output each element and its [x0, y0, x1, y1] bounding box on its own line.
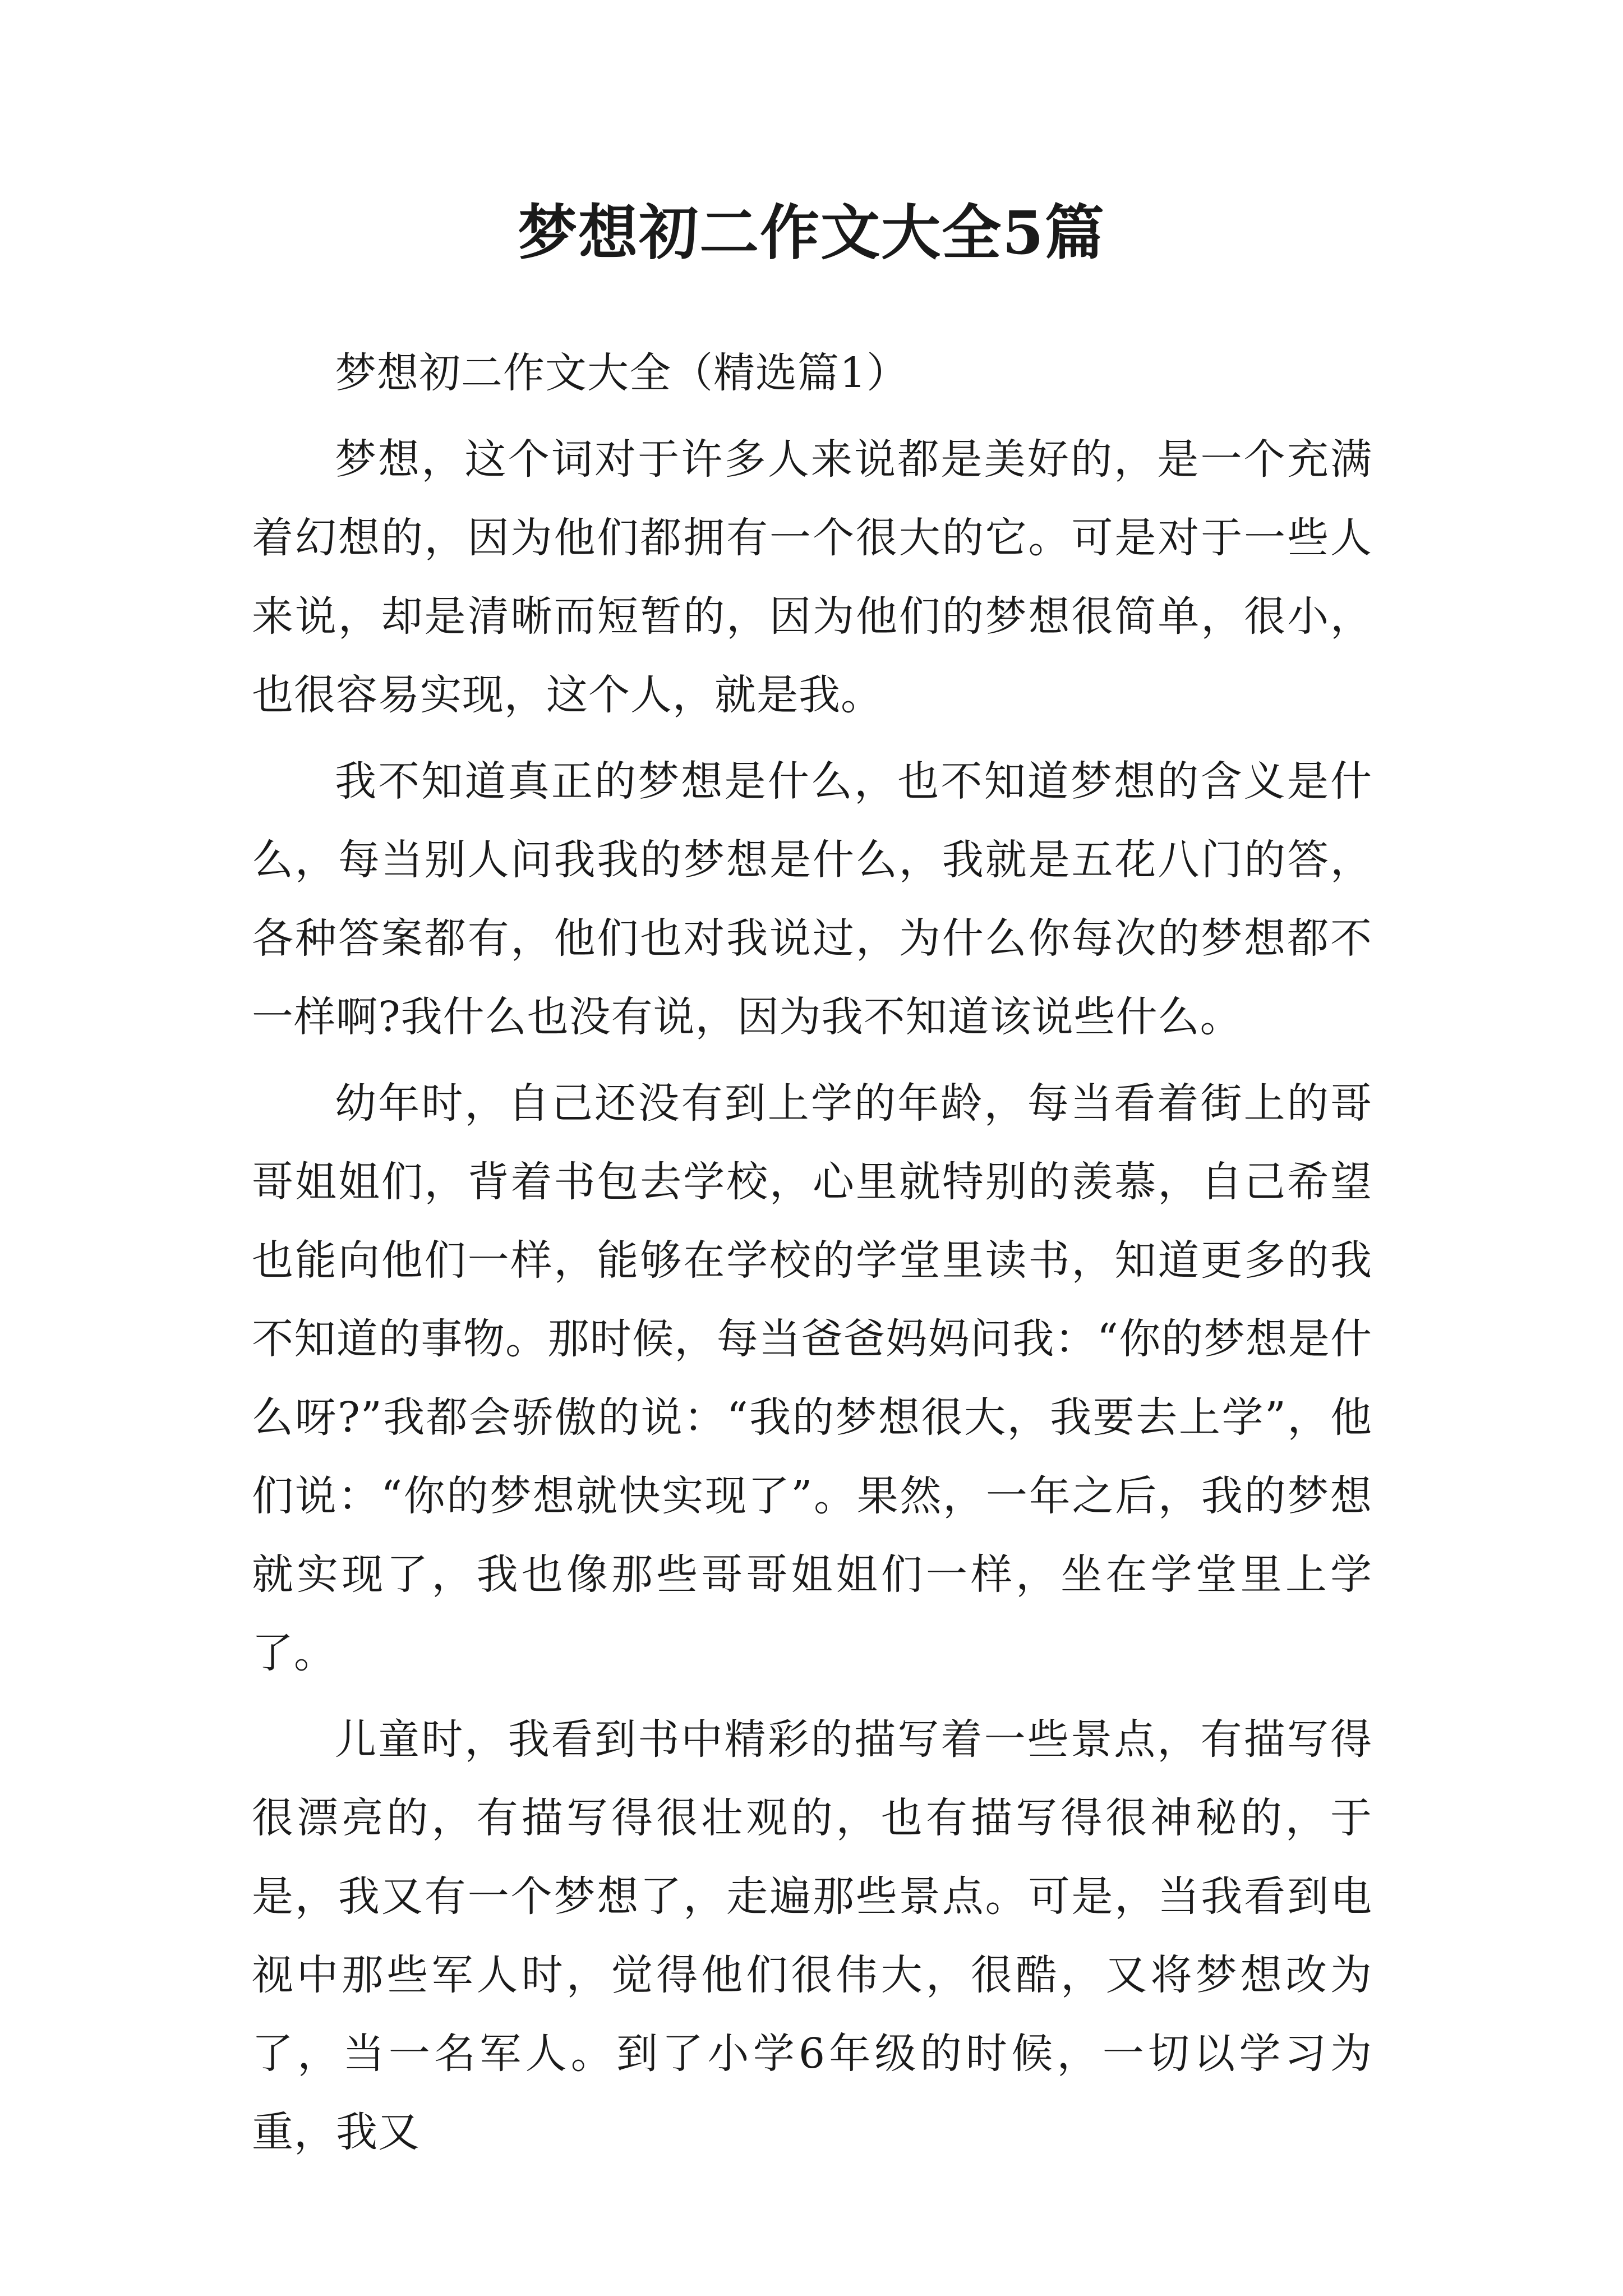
document-body	[252, 334, 1372, 2171]
section-heading: 梦想初二作文大全（精选篇1）	[335, 349, 909, 397]
document-title: 梦想初二作文大全5篇	[518, 197, 1105, 268]
paragraph-3: 幼年时，自己还没有到上学的年龄，每当看着街上的哥哥姐姐们，背着书包去学校，心里就特别的羡慕，自己希望也能向他们一样，能够在学校的学堂里读书，知道更多的我不知道的事物。那时候，每当爸爸妈妈问我：“你的梦想是什么呀?”我都会骄傲的说：“我的梦想很大，我要去上学”，他们说：“你的梦想就快实现了”。果然，一年之后，我的梦想就实现了，我也像那些哥哥姐姐们一样，坐在学堂里上学了。	[252, 1079, 1372, 1677]
paragraph-1: 梦想，这个词对于许多人来说都是美好的，是一个充满着幻想的，因为他们都拥有一个很大的它。可是对于一些人来说，却是清晰而短暂的，因为他们的梦想很简单，很小，也很容易实现，这个人，就是我。	[252, 435, 1372, 719]
paragraph-2: 我不知道真正的梦想是什么，也不知道梦想的含义是什么，每当别人问我我的梦想是什么，我就是五花八门的答，各种答案都有，他们也对我说过，为什么你每次的梦想都不一样啊?我什么也没有说，因为我不知道该说些什么。	[252, 757, 1372, 1041]
paragraph-4: 儿童时，我看到书中精彩的描写着一些景点，有描写得很漂亮的，有描写得很壮观的，也有描写得很神秘的，于是，我又有一个梦想了，走遍那些景点。可是，当我看到电视中那些军人时，觉得他们很伟大，很酷，又将梦想改为了，当一名军人。到了小学6年级的时候，一切以学习为重，我又	[252, 1715, 1372, 2156]
